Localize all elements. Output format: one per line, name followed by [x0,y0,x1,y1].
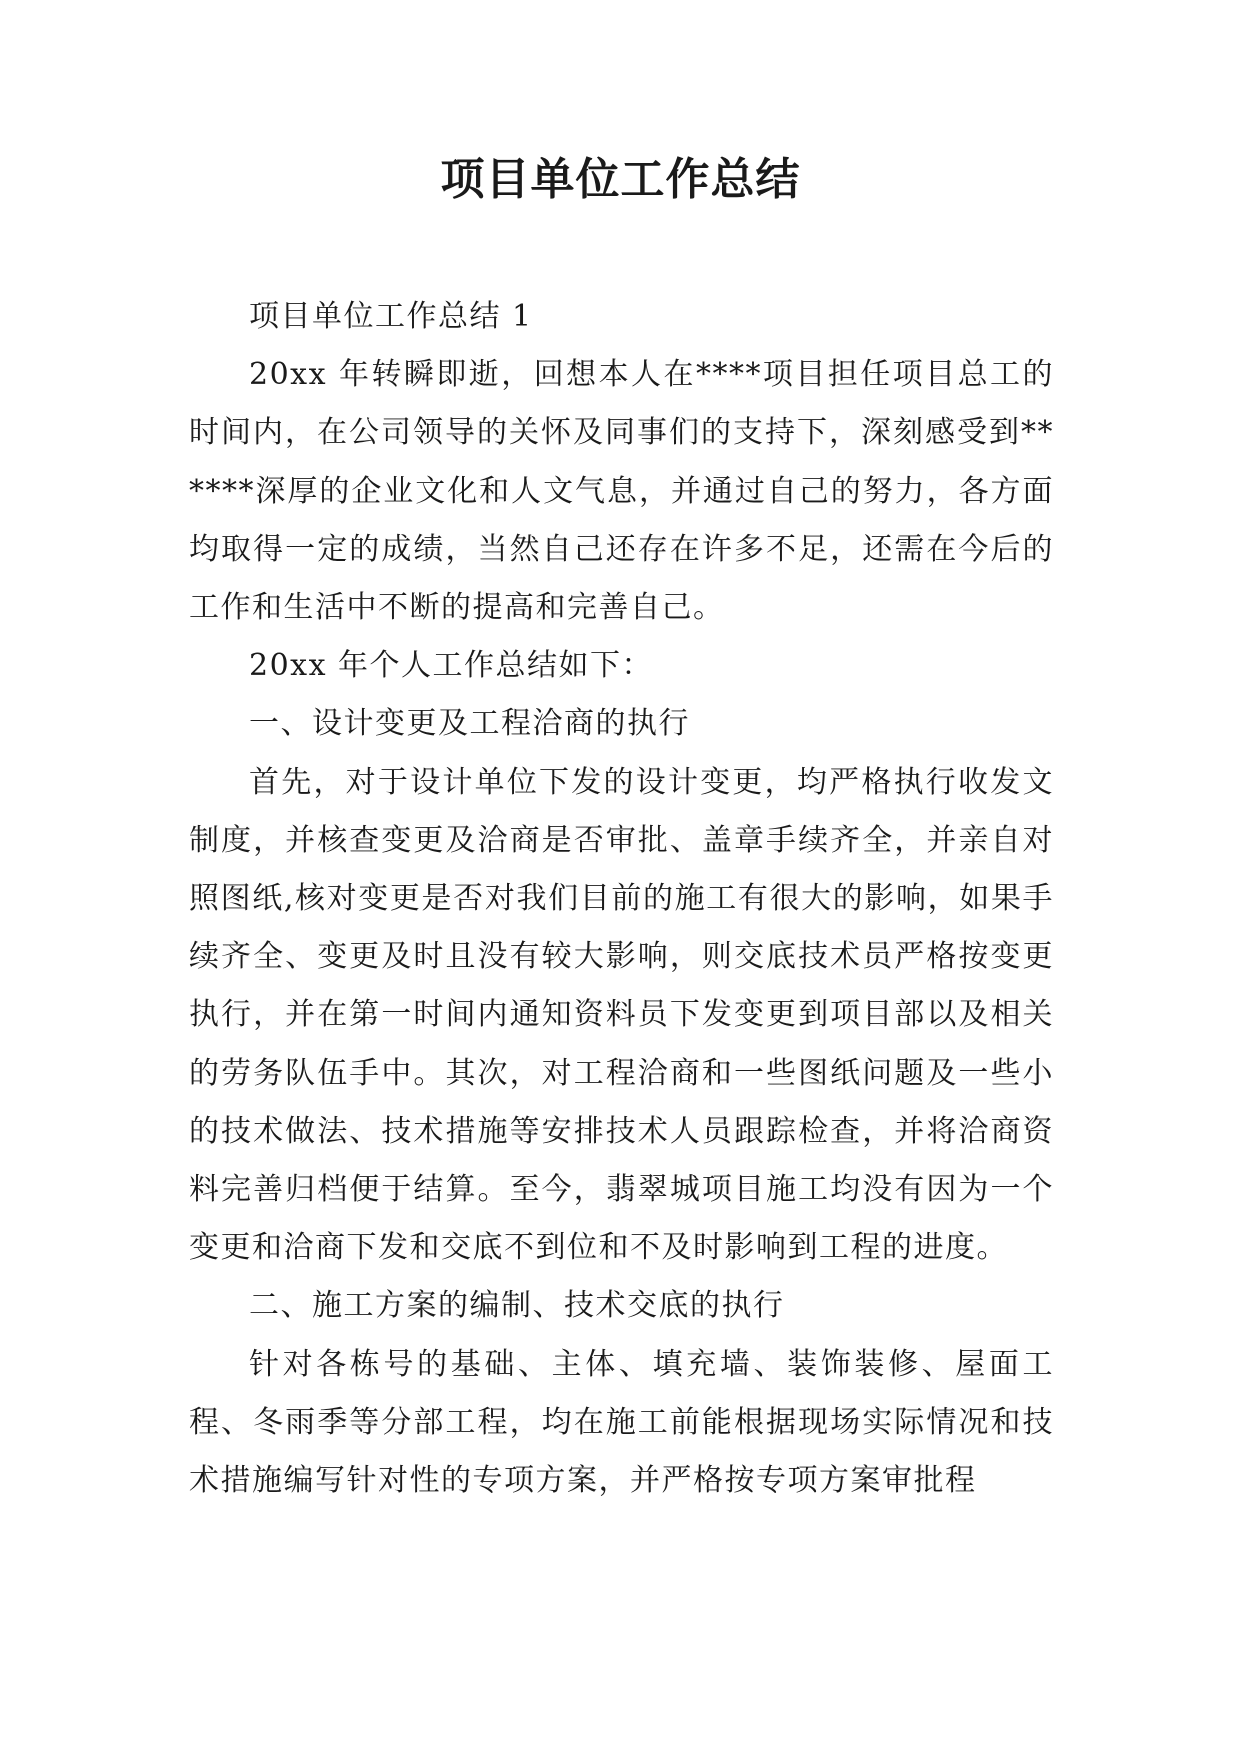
paragraph: 20xx 年个人工作总结如下： [249,648,654,684]
paragraph: 20xx 年转瞬即逝，回想本人在****项目担任项目总工的时间内，在公司领导的关怀及同事们的支持下，深刻感受到******深厚的企业文化和人文气息，并通过自己的努力，各方面均取得一定的成绩，当然自己还存在许多不足，还需在今后的工作和生活中不断的提高和完善自己。 [189,357,1054,626]
section-heading: 项目单位工作总结 1 [249,299,533,334]
paragraph: 首先，对于设计单位下发的设计变更，均严格执行收发文制度，并核查变更及洽商是否审批、盖章手续齐全，并亲自对照图纸,核对变更是否对我们目前的施工有很大的影响，如果手续齐全、变更及时且没有较大影响，则交底技术员严格按变更执行，并在第一时间内通知资料员下发变更到项目部以及相关的劳务队伍手中。其次，对工程洽商和一些图纸问题及一些小的技术做法、技术措施等安排技术人员跟踪检查，并将洽商资料完善归档便于结算。至今，翡翠城项目施工均没有因为一个变更和洽商下发和交底不到位和不及时影响到工程的进度。 [189,764,1054,1266]
document-body [189,288,1054,1510]
section-heading: 一、设计变更及工程洽商的执行 [249,706,690,742]
document-title: 项目单位工作总结 [440,154,801,205]
paragraph: 针对各栋号的基础、主体、填充墙、装饰装修、屋面工程、冬雨季等分部工程，均在施工前能根据现场实际情况和技术措施编写针对性的专项方案，并严格按专项方案审批程 [189,1346,1054,1499]
section-heading: 二、施工方案的编制、技术交底的执行 [249,1288,785,1324]
